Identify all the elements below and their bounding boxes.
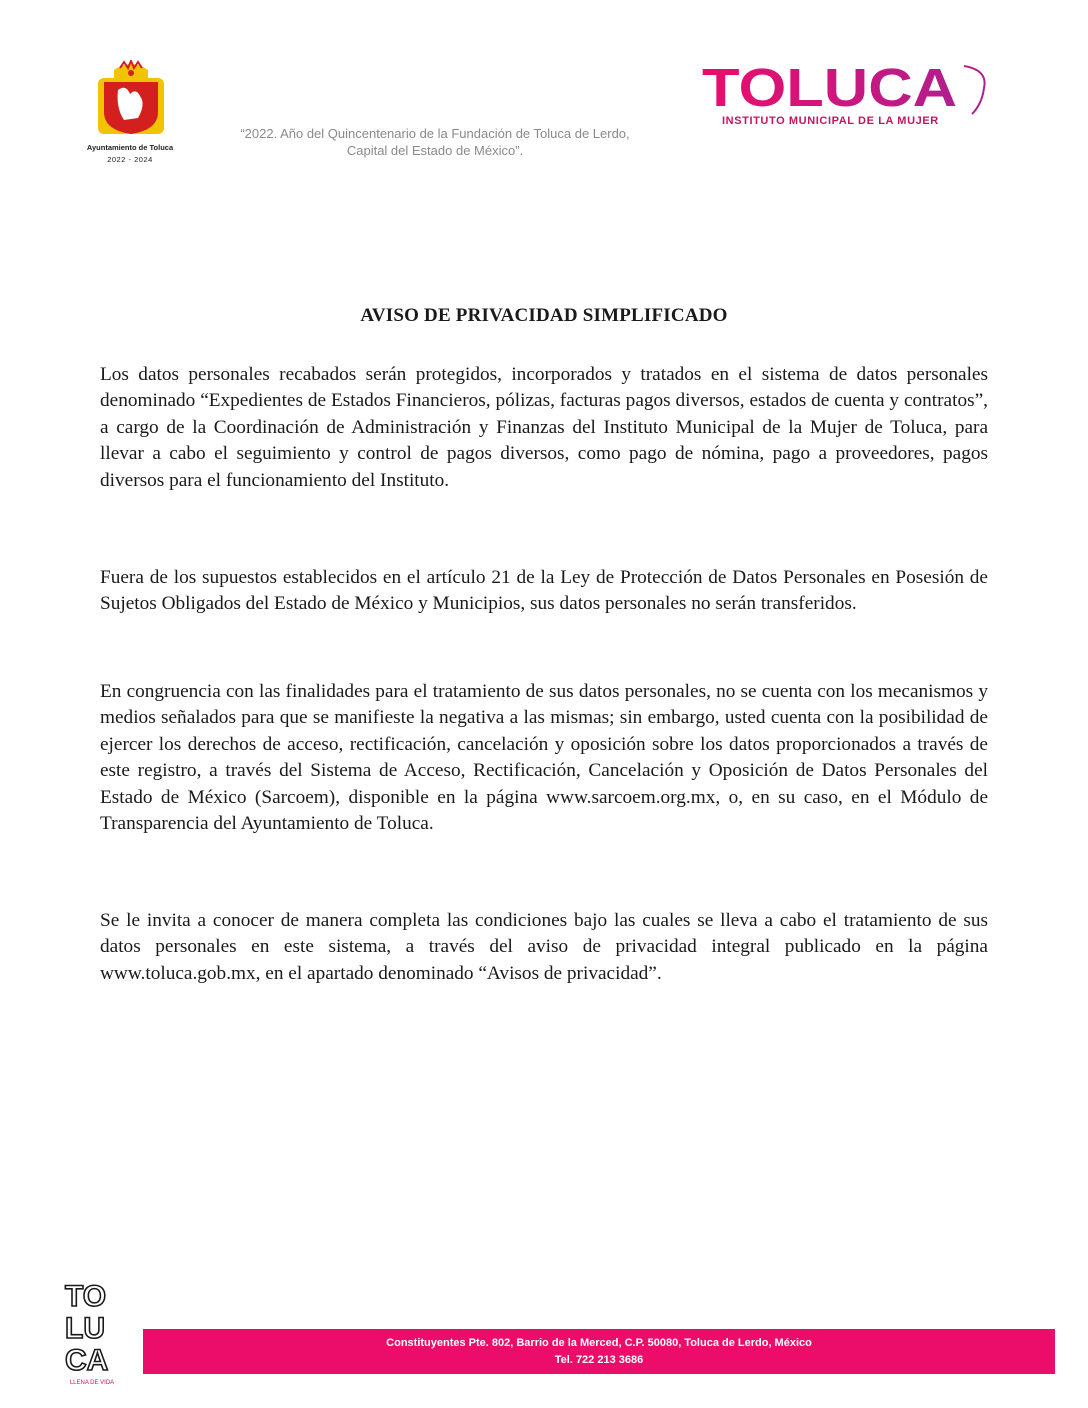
paragraph: Fuera de los supuestos establecidos en el artículo 21 de la Ley de Protección de Datos Personales en Posesión de Sujetos Obligados del Estado de México y Municipios, sus datos personales no serán transferidos. xyxy=(100,567,988,615)
svg-text:TO: TO xyxy=(65,1280,107,1313)
svg-text:CA: CA xyxy=(65,1344,109,1377)
official-motto xyxy=(200,125,670,159)
brand-word: TOLUCA xyxy=(702,58,957,118)
svg-text:LU: LU xyxy=(65,1312,105,1345)
footer-logo-tagline: LLENA DE VIDA xyxy=(69,1380,115,1386)
footer-bar xyxy=(143,1329,1055,1374)
footer-address: Constituyentes Pte. 802, Barrio de la Merced, C.P. 50080, Toluca de Lerdo, México xyxy=(386,1337,812,1349)
toluca-footer-logo xyxy=(62,1276,122,1388)
institute-name: INSTITUTO MUNICIPAL DE LA MUJER xyxy=(722,115,939,127)
ayuntamiento-years: 2022 - 2024 xyxy=(107,155,153,164)
paragraph: En congruencia con las finalidades para el tratamiento de sus datos personales, no se cuenta con los mecanismos y medios señalados para que se manifieste la negativa a las mismas; sin embargo, usted cuenta con la posibilidad de ejercer los derechos de acceso, rectificación, cancelación y oposición sobre los datos proporcionados a través de este registro, a través del Sistema de Acceso, Rectificación, Cancelación y Oposición de Datos Personales del Estado de México (Sarcoem), disponible en la página www.sarcoem.org.mx, o, en su caso, en el Módulo de Transparencia del Ayuntamiento de Toluca. xyxy=(100,681,988,835)
footer-phone: Tel. 722 213 3686 xyxy=(554,1354,644,1366)
paragraph: Los datos personales recabados serán protegidos, incorporados y tratados en el sistema de datos personales denominado “Expedientes de Estados Financieros, pólizas, facturas pagos diversos, estados de cuenta y contratos”, a cargo de la Coordinación de Administración y Finanzas del Instituto Municipal de la Mujer de Toluca, para llevar a cabo el seguimiento y control de pagos diversos, como pago de nómina, pago a proveedores, pagos diversos para el funcionamiento del Instituto. xyxy=(100,364,988,491)
paragraph: Se le invita a conocer de manera completa las condiciones bajo las cuales se lleva a cabo el tratamiento de sus datos personales en este sistema, a través del aviso de privacidad integral publicado en la página www.toluca.gob.mx, en el apartado denominado “Avisos de privacidad”. xyxy=(100,910,988,984)
document-title: AVISO DE PRIVACIDAD SIMPLIFICADO xyxy=(360,305,728,326)
motto-line: “2022. Año del Quincentenario de la Fundación de Toluca de Lerdo, xyxy=(240,126,630,141)
motto-line: Capital del Estado de México”. xyxy=(346,143,524,158)
toluca-institute-logo xyxy=(702,58,992,118)
coat-of-arms-logo xyxy=(96,60,166,138)
ayuntamiento-name: Ayuntamiento de Toluca xyxy=(86,143,174,152)
